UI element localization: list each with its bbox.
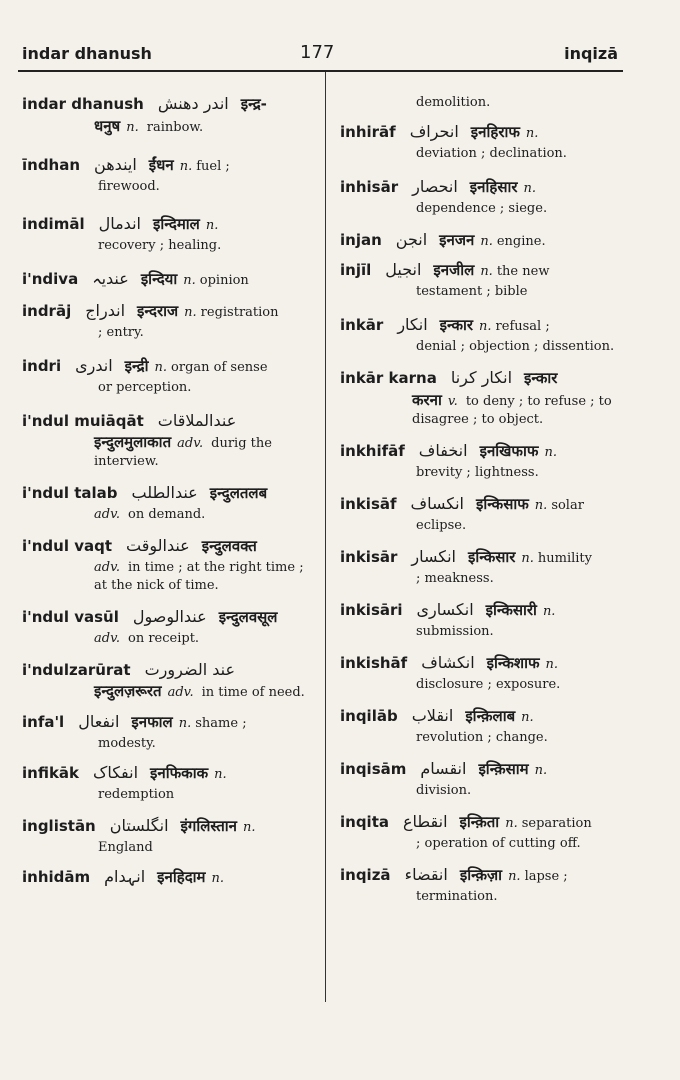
- headword: inkhifāf: [340, 442, 405, 460]
- headword: inkisāf: [340, 495, 397, 513]
- entry-continuation: [22, 379, 310, 397]
- urdu-spelling: عند الضرورت: [144, 660, 235, 679]
- urdu-spelling: عندالوقت: [126, 536, 190, 555]
- headword: inhidām: [22, 868, 91, 886]
- hindi-spelling: इनफिकाक: [150, 764, 209, 782]
- dictionary-entry: [22, 763, 310, 804]
- entry-continuation: [340, 888, 625, 906]
- definition: termination.: [416, 889, 498, 904]
- definition: durig the interview.: [94, 436, 272, 469]
- hindi-spelling: इन्दुलज़रूरत: [94, 682, 162, 700]
- entry-headline: [22, 411, 310, 430]
- part-of-speech: adv.: [94, 560, 121, 575]
- urdu-spelling: انحصار: [412, 177, 458, 196]
- urdu-spelling: انقلاب: [411, 706, 454, 725]
- definition: to deny ; to refuse ; to disagree ; to object.: [412, 394, 612, 427]
- part-of-speech: n.: [523, 181, 537, 196]
- definition: in time of need.: [201, 685, 305, 700]
- dictionary-entry: [22, 301, 310, 342]
- definition: revolution ; change.: [416, 730, 548, 745]
- part-of-speech: n.: [205, 218, 219, 233]
- headword: inhirāf: [340, 123, 396, 141]
- entry-headline: [22, 536, 310, 556]
- entry-continuation: [22, 735, 310, 753]
- hindi-spelling: इन्द्र-: [240, 95, 267, 113]
- dictionary-entry: [22, 660, 310, 702]
- urdu-spelling: انقضاء: [404, 865, 448, 884]
- part-of-speech: n.: [184, 305, 197, 320]
- definition: on demand.: [128, 507, 206, 522]
- headword: inkishāf: [340, 654, 408, 672]
- entry-headline: [340, 260, 625, 280]
- definition: rainbow.: [146, 120, 204, 135]
- urdu-spelling: انکار کرنا: [450, 368, 513, 387]
- entry-headline: [22, 483, 310, 503]
- dictionary-entry: [340, 441, 625, 482]
- entry-headline: [340, 812, 625, 832]
- part-of-speech: n.: [242, 820, 256, 835]
- hindi-spelling: इन्क़िलाब: [465, 707, 516, 725]
- dictionary-entry: [22, 356, 310, 397]
- hindi-spelling: धनुष: [94, 117, 121, 135]
- hindi-spelling: इन्क़िसाम: [478, 760, 529, 778]
- hindi-spelling: इन्दराज: [137, 302, 179, 320]
- headword: indri: [22, 357, 62, 375]
- entry-headline: [340, 600, 625, 620]
- hindi-spelling: ईंधन: [148, 156, 174, 174]
- entry-continuation: [340, 391, 625, 429]
- hindi-spelling: इंगलिस्तान: [180, 817, 237, 835]
- entry-continuation: [340, 835, 625, 853]
- dictionary-entry: [340, 759, 625, 800]
- urdu-spelling: اندراج: [85, 301, 126, 320]
- dictionary-entry: [22, 712, 310, 753]
- hindi-spelling: इनजन: [439, 231, 475, 249]
- entry-continuation: [340, 338, 625, 356]
- urdu-spelling: عندیہ: [92, 269, 129, 288]
- definition: submission.: [416, 624, 494, 639]
- definition: England: [98, 840, 153, 855]
- part-of-speech: n.: [521, 551, 534, 566]
- dictionary-entry: [340, 94, 625, 112]
- entry-headline: [22, 301, 310, 321]
- entry-headline: [340, 441, 625, 461]
- dictionary-entry: [22, 483, 310, 524]
- headword: i'ndul vaqt: [22, 537, 112, 555]
- dictionary-entry: [340, 368, 625, 429]
- dictionary-entry: [340, 812, 625, 853]
- part-of-speech: n.: [525, 126, 539, 141]
- definition: firewood.: [98, 179, 160, 194]
- entry-headline: [340, 653, 625, 673]
- header-rule: [18, 70, 623, 72]
- entry-headline: [22, 712, 310, 732]
- headword: infikāk: [22, 764, 80, 782]
- headword: inhisār: [340, 178, 399, 196]
- dictionary-entry: [22, 816, 310, 857]
- headword: i'ndul talab: [22, 484, 118, 502]
- entry-continuation: [340, 94, 625, 112]
- part-of-speech: n.: [480, 234, 493, 249]
- dictionary-entry: [340, 260, 625, 301]
- dictionary-entry: [22, 411, 310, 471]
- definition: division.: [416, 783, 472, 798]
- entry-headline: [22, 356, 310, 376]
- urdu-spelling: انجیل: [385, 260, 422, 279]
- entry-headline: [22, 660, 310, 679]
- entry-headline: [22, 867, 310, 887]
- entry-headline: [22, 816, 310, 836]
- urdu-spelling: انحراف: [409, 122, 459, 141]
- definition: opinion: [199, 273, 249, 288]
- definition: ; meakness.: [416, 571, 494, 586]
- urdu-spelling: اندر دھنش: [157, 94, 229, 113]
- dictionary-entry: [22, 607, 310, 648]
- page-number: 177: [300, 42, 335, 63]
- entry-headline: [22, 607, 310, 627]
- definition: dependence ; siege.: [416, 201, 548, 216]
- headword: inqilāb: [340, 707, 398, 725]
- entry-headline: [340, 230, 625, 250]
- headword: indar dhanush: [22, 95, 144, 113]
- definition: disclosure ; exposure.: [416, 677, 561, 692]
- hindi-spelling: इन्द्री: [124, 357, 149, 375]
- dictionary-entry: [22, 536, 310, 595]
- entry-continuation: [22, 117, 310, 137]
- urdu-spelling: عندالوصول: [132, 607, 207, 626]
- entry-headline: [340, 494, 625, 514]
- part-of-speech: n.: [183, 273, 196, 288]
- entry-continuation: [340, 623, 625, 641]
- definition: eclipse.: [416, 518, 467, 533]
- hindi-spelling: इन्कार: [439, 316, 474, 334]
- hindi-spelling: इन्दुलमुलाकात: [94, 433, 172, 451]
- entry-continuation: [340, 464, 625, 482]
- definition: redemption: [98, 787, 175, 802]
- urdu-spelling: انقسام: [420, 759, 467, 778]
- definition: humility: [537, 551, 593, 566]
- header-right-guideword: inqizā: [564, 44, 618, 63]
- part-of-speech: n.: [545, 657, 559, 672]
- part-of-speech: n.: [214, 767, 227, 782]
- headword: inglistān: [22, 817, 96, 835]
- definition: shame ;: [195, 716, 247, 731]
- urdu-spelling: انقطاع: [403, 812, 448, 831]
- entry-continuation: [22, 237, 310, 255]
- part-of-speech: n.: [179, 159, 193, 174]
- headword: inqisām: [340, 760, 407, 778]
- definition: denial ; objection ; dissention.: [416, 339, 615, 354]
- definition: organ of sense: [171, 360, 268, 375]
- urdu-spelling: عندالطلب: [131, 483, 198, 502]
- definition: ; entry.: [98, 325, 144, 340]
- definition: ; operation of cutting off.: [416, 836, 581, 851]
- urdu-spelling: انکشاف: [421, 653, 475, 672]
- urdu-spelling: انگلستان: [109, 816, 169, 835]
- part-of-speech: adv.: [167, 685, 194, 700]
- header-left-guideword: indar dhanush: [22, 44, 152, 63]
- hindi-spelling: इन्दिमाल: [152, 215, 200, 233]
- entry-headline: [340, 865, 625, 885]
- dictionary-entry: [340, 177, 625, 218]
- entry-continuation: [22, 324, 310, 342]
- part-of-speech: n.: [508, 869, 521, 884]
- part-of-speech: n.: [521, 710, 534, 725]
- definition: in time ; at the right time ; at the nick of time.: [94, 560, 304, 593]
- part-of-speech: n.: [544, 445, 557, 460]
- entry-headline: [22, 94, 310, 114]
- entry-headline: [340, 547, 625, 567]
- entry-continuation: [22, 178, 310, 196]
- headword: injan: [340, 231, 382, 249]
- urdu-spelling: انکار: [397, 315, 428, 334]
- part-of-speech: n.: [534, 763, 548, 778]
- definition: separation: [521, 816, 592, 831]
- entry-headline: [340, 706, 625, 726]
- right-column: [340, 82, 625, 906]
- urdu-spelling: انکساری: [416, 600, 474, 619]
- urdu-spelling: انفعال: [78, 712, 120, 731]
- urdu-spelling: انکسار: [411, 547, 456, 566]
- headword: inqita: [340, 813, 389, 831]
- dictionary-entry: [22, 214, 310, 255]
- part-of-speech: v.: [447, 394, 458, 409]
- part-of-speech: n.: [126, 120, 139, 135]
- entry-headline: [340, 122, 625, 142]
- urdu-spelling: انکساف: [410, 494, 464, 513]
- entry-continuation: [340, 570, 625, 588]
- definition: fuel ;: [196, 159, 230, 174]
- entry-headline: [340, 368, 625, 388]
- definition: recovery ; healing.: [98, 238, 222, 253]
- part-of-speech: n.: [542, 604, 556, 619]
- definition: brevity ; lightness.: [416, 465, 539, 480]
- dictionary-entry: [340, 706, 625, 747]
- definition: or perception.: [98, 380, 192, 395]
- entry-headline: [340, 177, 625, 197]
- dictionary-entry: [340, 494, 625, 535]
- headword: īndhan: [22, 156, 81, 174]
- headword: indrāj: [22, 302, 72, 320]
- urdu-spelling: اندری: [75, 356, 113, 375]
- entry-continuation: [340, 676, 625, 694]
- hindi-spelling: इनफाल: [131, 713, 173, 731]
- column-divider: [325, 72, 326, 1002]
- dictionary-entry: [22, 155, 310, 196]
- part-of-speech: n.: [479, 319, 492, 334]
- entry-headline: [22, 214, 310, 234]
- entry-headline: [340, 759, 625, 779]
- entry-headline: [340, 315, 625, 335]
- headword: injīl: [340, 261, 372, 279]
- entry-continuation: [340, 517, 625, 535]
- definition: lapse ;: [524, 869, 568, 884]
- hindi-spelling: इन्क़िज़ा: [459, 866, 503, 884]
- hindi-spelling: इनहिसार: [469, 178, 518, 196]
- definition: registration: [200, 305, 279, 320]
- hindi-spelling: इन्किसाफ: [475, 495, 529, 513]
- urdu-spelling: انخفاف: [418, 441, 468, 460]
- dictionary-entry: [22, 269, 310, 289]
- headword: i'ndul vasūl: [22, 608, 119, 626]
- definition: deviation ; declination.: [416, 146, 567, 161]
- headword: inkār: [340, 316, 384, 334]
- entry-continuation: [340, 782, 625, 800]
- urdu-spelling: اندمال: [98, 214, 141, 233]
- hindi-spelling: इन्किसार: [468, 548, 516, 566]
- definition: engine.: [496, 234, 546, 249]
- urdu-spelling: انجن: [395, 230, 428, 249]
- hindi-spelling: इन्दुलतलब: [209, 484, 268, 502]
- part-of-speech: adv.: [94, 631, 121, 646]
- definition: solar: [551, 498, 584, 513]
- part-of-speech: n.: [505, 816, 518, 831]
- hindi-spelling: करना: [412, 391, 442, 409]
- entry-continuation: [340, 200, 625, 218]
- part-of-speech: n.: [211, 871, 225, 886]
- headword: i'ndiva: [22, 270, 79, 288]
- headword: inqizā: [340, 866, 391, 884]
- hindi-spelling: इनखिफाफ: [479, 442, 539, 460]
- entry-continuation: [22, 433, 310, 471]
- entry-continuation: [340, 283, 625, 301]
- definition: testament ; bible: [416, 284, 528, 299]
- hindi-spelling: इन्दिया: [140, 270, 178, 288]
- hindi-spelling: इन्क़िता: [459, 813, 500, 831]
- entry-continuation: [22, 506, 310, 524]
- headword: i'ndulzarūrat: [22, 661, 131, 679]
- entry-headline: [22, 155, 310, 175]
- urdu-spelling: عندالملاقات: [157, 411, 237, 430]
- dictionary-entry: [22, 867, 310, 887]
- dictionary-entry: [340, 865, 625, 906]
- headword: inkisāri: [340, 601, 403, 619]
- hindi-spelling: इन्कार: [524, 369, 558, 387]
- definition: on receipt.: [128, 631, 200, 646]
- urdu-spelling: انفکاک: [93, 763, 139, 782]
- part-of-speech: n.: [480, 264, 493, 279]
- entry-headline: [22, 269, 310, 289]
- dictionary-entry: [340, 122, 625, 163]
- hindi-spelling: इन्दुलवसूल: [218, 608, 278, 626]
- urdu-spelling: ایندھن: [94, 155, 137, 174]
- part-of-speech: adv.: [94, 507, 121, 522]
- headword: indimāl: [22, 215, 85, 233]
- entry-continuation: [22, 630, 310, 648]
- entry-continuation: [22, 682, 310, 702]
- entry-continuation: [22, 786, 310, 804]
- entry-continuation: [340, 729, 625, 747]
- entry-headline: [22, 763, 310, 783]
- left-column: [22, 82, 310, 887]
- dictionary-entry: [22, 94, 310, 137]
- hindi-spelling: इन्किसारी: [485, 601, 537, 619]
- headword: inkisār: [340, 548, 398, 566]
- dictionary-entry: [340, 653, 625, 694]
- definition: demolition.: [416, 95, 491, 110]
- hindi-spelling: इनहिदाम: [157, 868, 206, 886]
- hindi-spelling: इनहिराफ: [470, 123, 520, 141]
- entry-continuation: [340, 145, 625, 163]
- dictionary-entry: [340, 315, 625, 356]
- definition: refusal ;: [495, 319, 550, 334]
- headword: infa'l: [22, 713, 65, 731]
- definition: modesty.: [98, 736, 156, 751]
- urdu-spelling: انہدام: [104, 867, 146, 886]
- part-of-speech: n.: [178, 716, 192, 731]
- hindi-spelling: इन्दुलवक्त: [201, 537, 257, 555]
- hindi-spelling: इनजील: [433, 261, 475, 279]
- part-of-speech: n.: [534, 498, 548, 513]
- part-of-speech: adv.: [177, 436, 204, 451]
- hindi-spelling: इन्किशाफ: [486, 654, 540, 672]
- dictionary-entry: [340, 600, 625, 641]
- dictionary-entry: [340, 547, 625, 588]
- part-of-speech: n.: [154, 360, 168, 375]
- headword: inkār karna: [340, 369, 437, 387]
- entry-continuation: [22, 839, 310, 857]
- headword: i'ndul muiāqāt: [22, 412, 144, 430]
- dictionary-entry: [340, 230, 625, 250]
- definition: the new: [496, 264, 550, 279]
- entry-continuation: [22, 559, 310, 595]
